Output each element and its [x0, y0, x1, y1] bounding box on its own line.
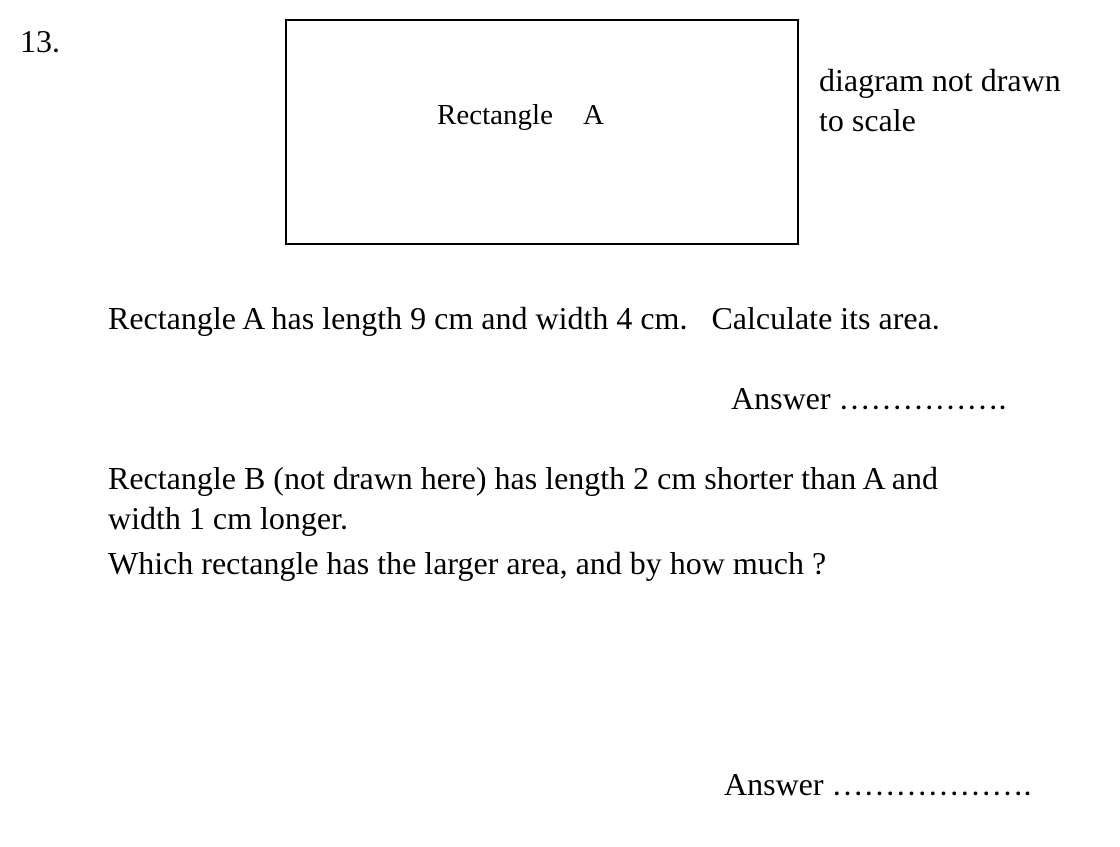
rectangle-label	[437, 98, 604, 132]
rectangle-a-diagram	[285, 19, 799, 245]
part2-question-line3: Which rectangle has the larger area, and by how much ?	[108, 545, 827, 581]
part2-question-line2: width 1 cm longer.	[108, 500, 348, 536]
part1-answer-line: Answer …………….	[731, 380, 1007, 416]
scale-note	[819, 60, 1119, 140]
scale-note-line2: to scale	[819, 102, 916, 138]
rectangle-label-word: Rectangle	[437, 99, 553, 131]
part2-question-line1: Rectangle B (not drawn here) has length 2 cm shorter than A and	[108, 460, 938, 496]
scale-note-line1: diagram not drawn	[819, 62, 1061, 98]
rectangle-label-letter: A	[582, 99, 604, 131]
part1-question: Rectangle A has length 9 cm and width 4 cm. Calculate its area.	[108, 300, 940, 336]
part2-answer-line: Answer ……………….	[724, 766, 1032, 802]
question-number: 13.	[20, 23, 60, 59]
